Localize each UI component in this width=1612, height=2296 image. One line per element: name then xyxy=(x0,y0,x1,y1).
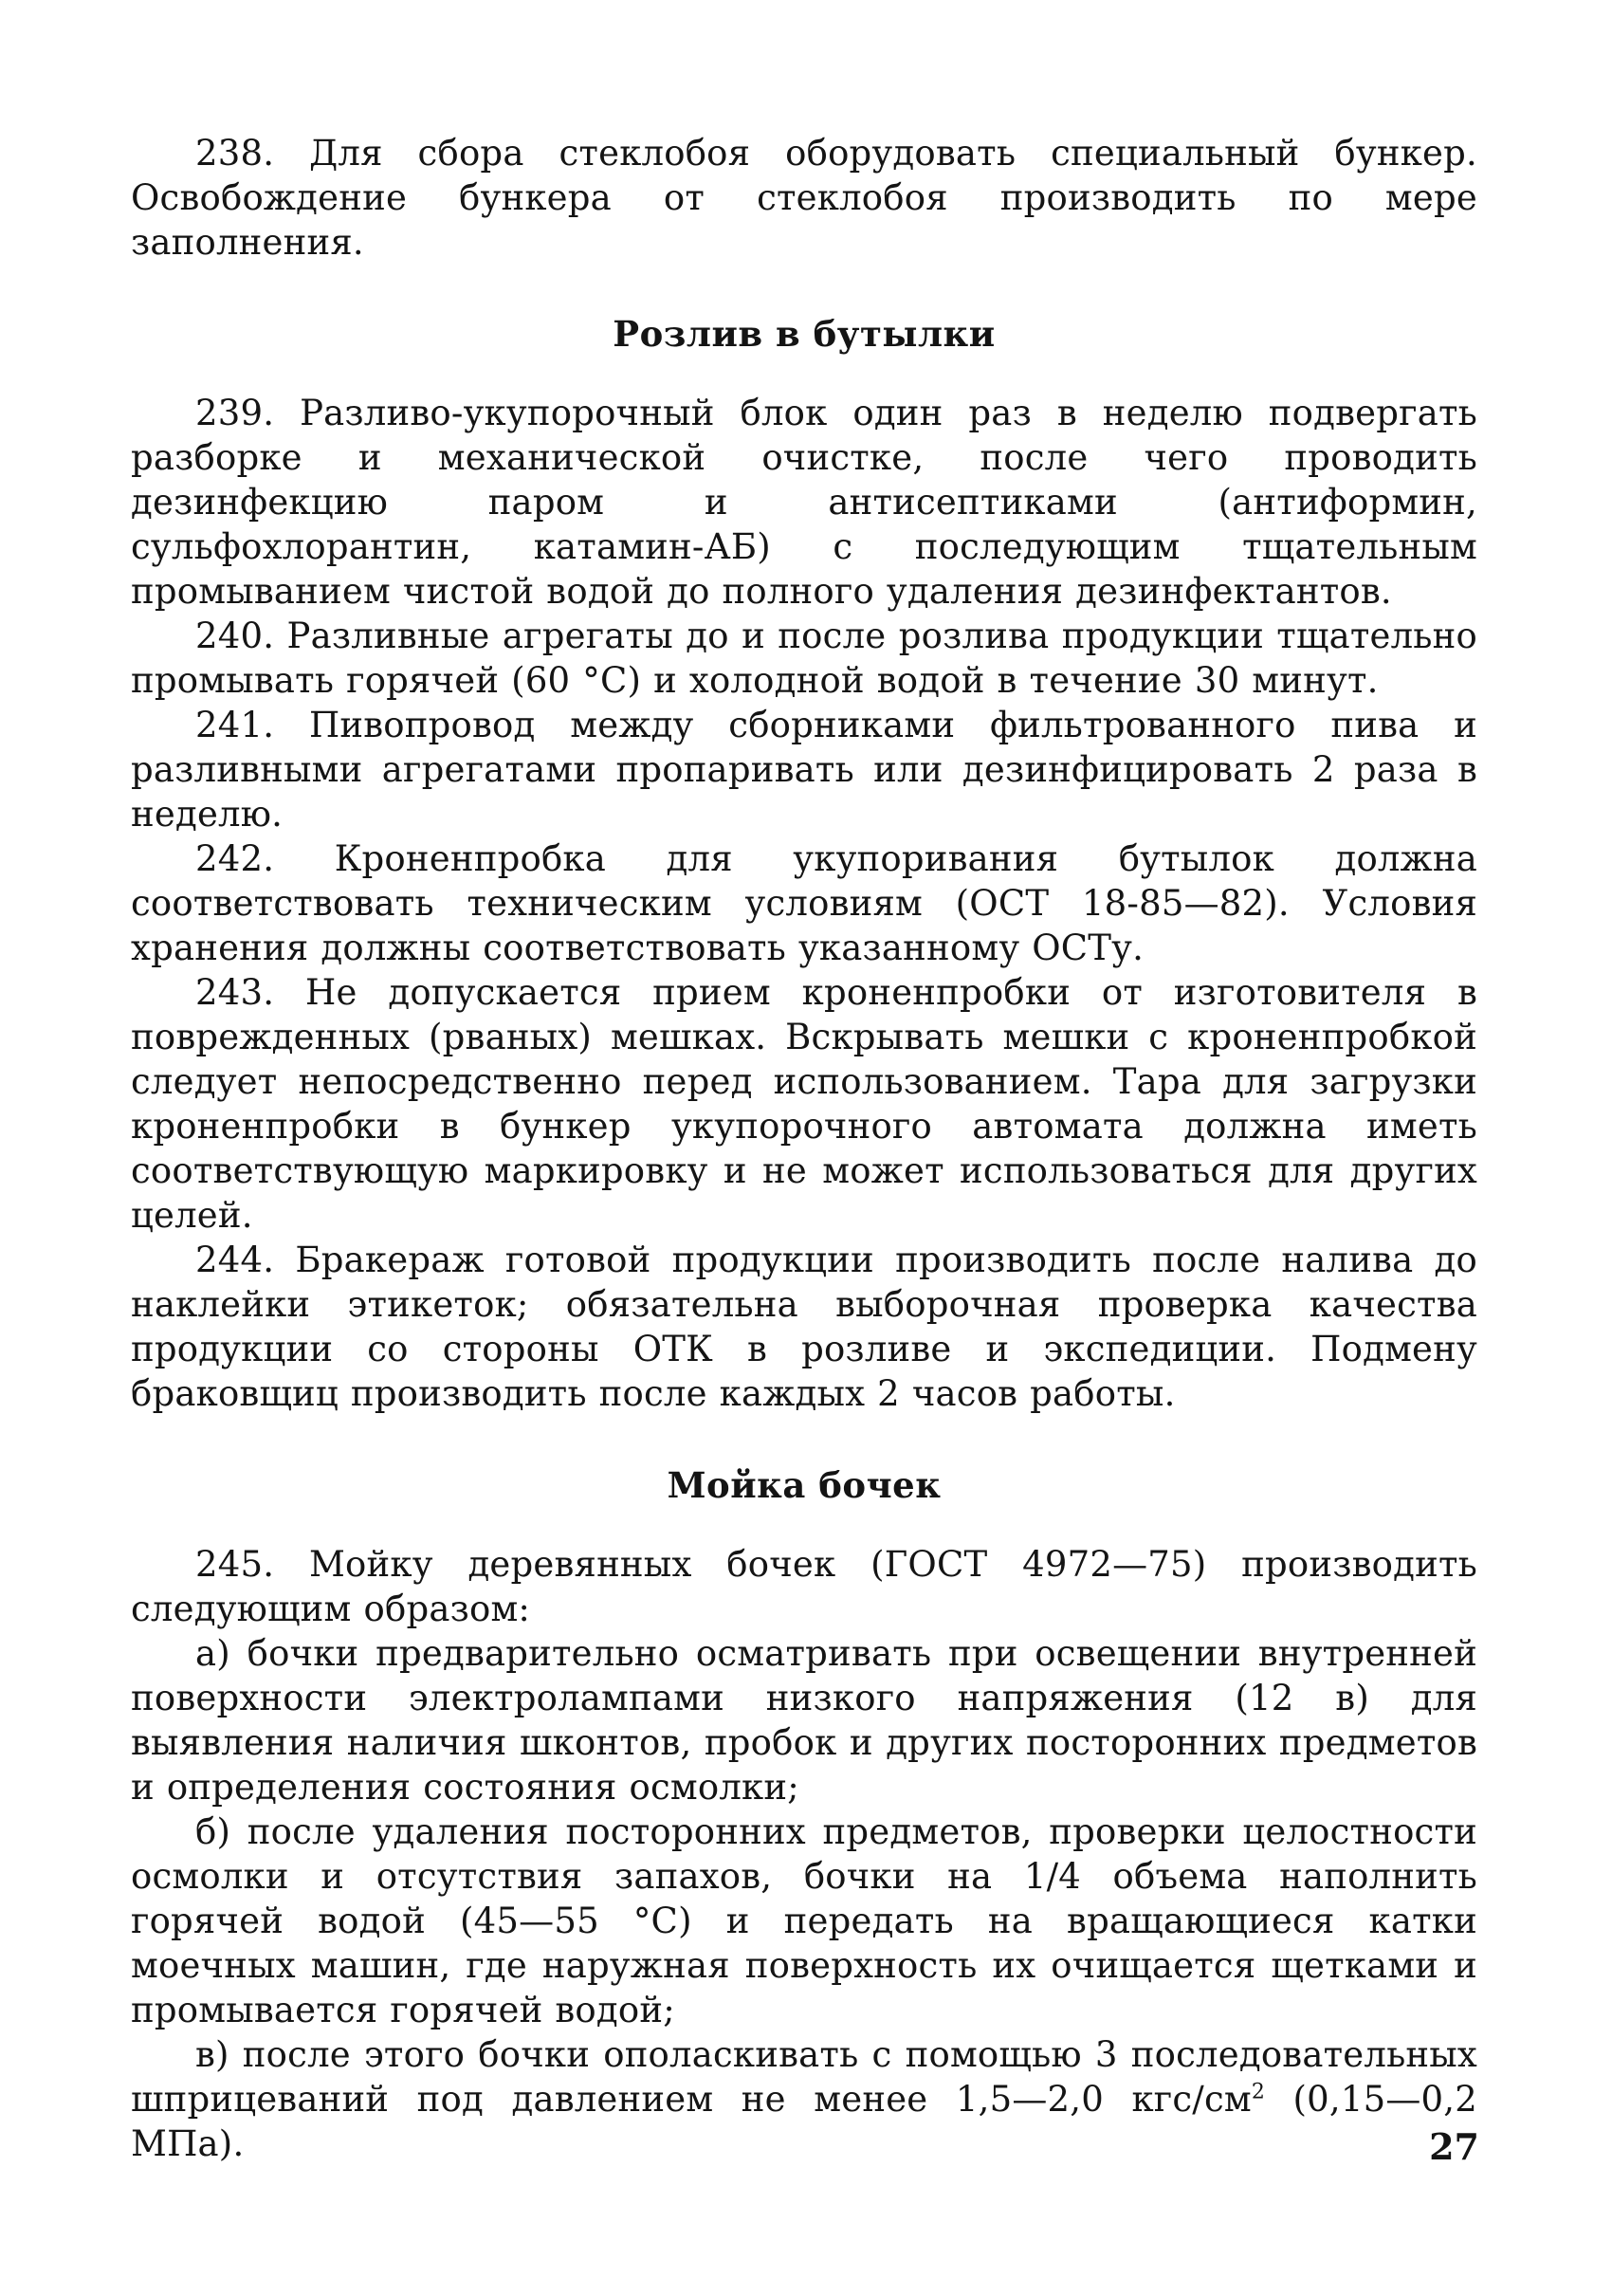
paragraph-245-c-text: в) после этого бочки ополаскивать с помощью 3 последовательных шприцеваний под давлением не менее 1,5—2,0 кгс/см xyxy=(131,2034,1477,2120)
paragraph-242: 242. Кроненпробка для укупоривания бутылок должна соответствовать техническим условиям (ОСТ 18-85—82). Условия хранения должны соответствовать указанному ОСТу. xyxy=(131,838,1477,968)
superscript-exponent: 2 xyxy=(1251,2080,1266,2104)
section-heading-bottling: Розлив в бутылки xyxy=(613,313,996,355)
spacer xyxy=(131,265,1477,312)
spacer xyxy=(131,1416,1477,1463)
paragraph-245-c-tail: (0,15—0,2 МПа). xyxy=(131,2079,1477,2164)
spacer xyxy=(131,1508,1477,1542)
section-heading-barrels: Мойка бочек xyxy=(667,1464,942,1506)
paragraph-243: 243. Не допускается прием кроненпробки от изготовителя в поврежденных (рваных) мешках. Вскрывать мешки с кроненпробкой следует непосредственно перед использованием. Тара для загрузки кроненпробки в бункер укупорочного автомата должна иметь соответствующую маркировку и не может использоваться для других целей. xyxy=(131,972,1477,1236)
paragraph-244: 244. Бракераж готовой продукции производить после налива до наклейки этикеток; обязательна выборочная проверка качества продукции со стороны ОТК в розливе и экспедиции. Подмену браковщиц производить после каждых 2 часов работы. xyxy=(131,1240,1477,1414)
paragraph-241: 241. Пивопровод между сборниками фильтрованного пива и разливными агрегатами пропаривать или дезинфицировать 2 раза в неделю. xyxy=(131,705,1477,835)
paragraph-240: 240. Разливные агрегаты до и после розлива продукции тщательно промывать горячей (60 °С) и холодной водой в течение 30 минут. xyxy=(131,615,1477,701)
barrels-section xyxy=(131,1542,1477,2166)
paragraph-245-a: а) бочки предварительно осматривать при освещении внутренней поверхности электролампами низкого напряжения (12 в) для выявления наличия шконтов, пробок и других посторонних предметов и определения состояния осмолки; xyxy=(131,1633,1477,1808)
bottling-section xyxy=(131,391,1477,1416)
paragraph-239: 239. Разливо-укупорочный блок один раз в неделю подвергать разборке и механической очистке, после чего проводить дезинфекцию паром и антисептиками (антиформин, сульфохлорантин, катамин-АБ) с последующим тщательным промыванием чистой водой до полного удаления дезинфектантов. xyxy=(131,393,1477,612)
paragraph-245-c xyxy=(131,2032,1477,2166)
intro-section xyxy=(131,131,1477,265)
page-number: 27 xyxy=(1429,2125,1479,2168)
paragraph-245: 245. Мойку деревянных бочек (ГОСТ 4972—75) производить следующим образом: xyxy=(131,1544,1477,1629)
paragraph-238: 238. Для сбора стеклобоя оборудовать специальный бункер. Освобождение бункера от стеклобоя производить по мере заполнения. xyxy=(131,133,1477,263)
document-page xyxy=(131,131,1477,2217)
spacer xyxy=(131,357,1477,391)
paragraph-245-b: б) после удаления посторонних предметов, проверки целостности осмолки и отсутствия запахов, бочки на 1/4 объема наполнить горячей водой (45—55 °С) и передать на вращающиеся катки моечных машин, где наружная поверхность их очищается щетками и промывается горячей водой; xyxy=(131,1811,1477,2030)
